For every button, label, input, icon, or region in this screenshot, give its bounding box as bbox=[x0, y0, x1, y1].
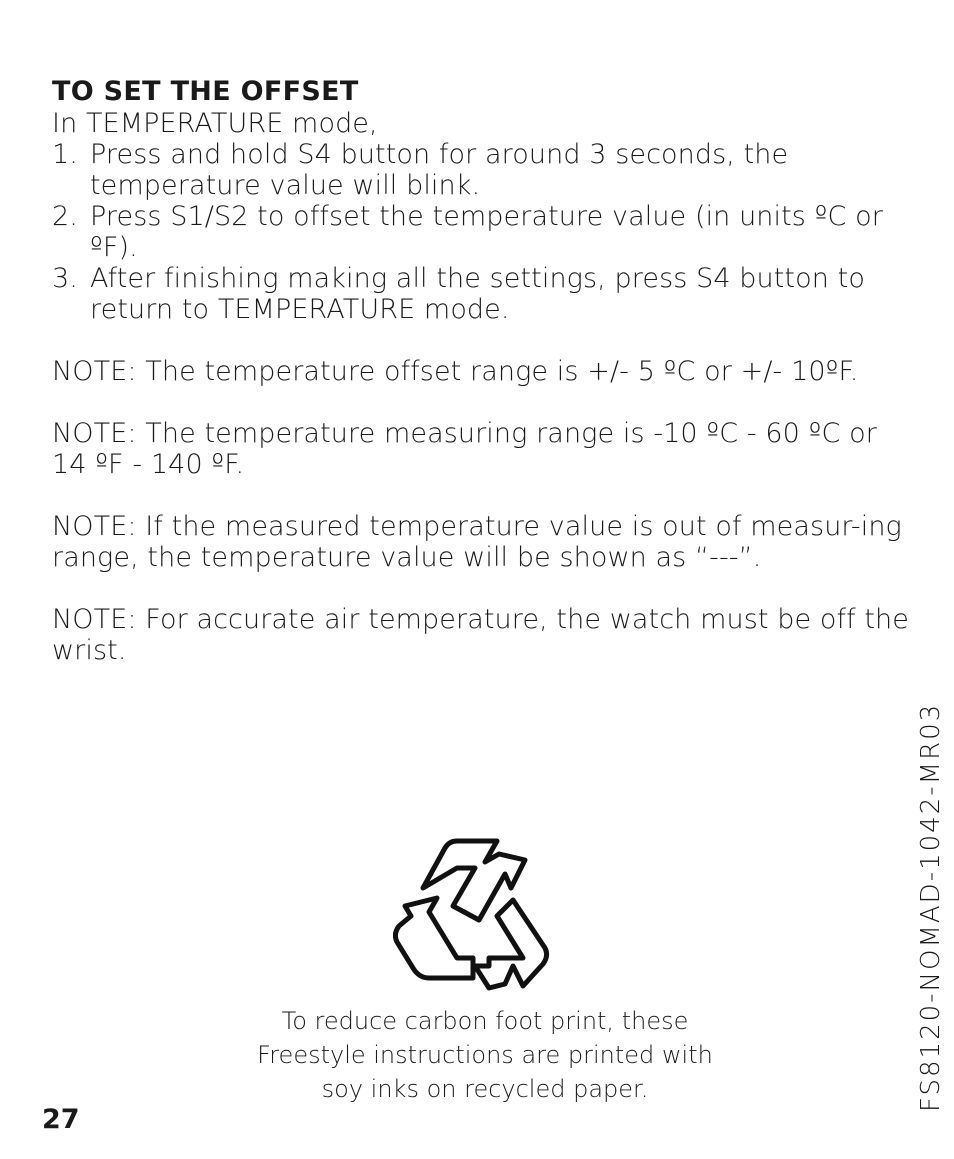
step-item bbox=[52, 263, 912, 325]
step-item bbox=[52, 201, 912, 263]
steps-list bbox=[52, 139, 912, 325]
caption-line: Freestyle instructions are printed with bbox=[257, 1041, 713, 1069]
note-offset-range: NOTE: The temperature offset range is +/- 5 ºC or +/- 10ºF. bbox=[52, 356, 859, 387]
step-number: 1. bbox=[52, 139, 78, 170]
step-text: After finishing making all the settings, press S4 button to return to TEMPERATURE mode. bbox=[90, 263, 865, 325]
note-off-wrist: NOTE: For accurate air temperature, the watch must be off the wrist. bbox=[52, 604, 909, 666]
caption-line: To reduce carbon foot print, these bbox=[281, 1007, 689, 1035]
note-out-of-range: NOTE: If the measured temperature value is out of measur-ing range, the temperature value will be shown as “---”. bbox=[52, 511, 902, 573]
caption-line: soy inks on recycled paper. bbox=[321, 1075, 649, 1103]
side-product-code: FS8120-NOMAD-1042-MR03 bbox=[916, 702, 946, 1112]
step-number: 3. bbox=[52, 263, 78, 294]
page-number: 27 bbox=[42, 1104, 80, 1135]
recycle-caption bbox=[200, 1004, 770, 1106]
step-number: 2. bbox=[52, 201, 78, 232]
step-text: Press S1/S2 to offset the temperature value (in units ºC or ºF). bbox=[90, 201, 883, 263]
page-content bbox=[52, 76, 912, 666]
note-measuring-range: NOTE: The temperature measuring range is -10 ºC - 60 ºC or 14 ºF - 140 ºF. bbox=[52, 418, 877, 480]
section-intro: In TEMPERATURE mode, bbox=[52, 108, 378, 139]
step-text: Press and hold S4 button for around 3 seconds, the temperature value will blink. bbox=[90, 139, 789, 201]
step-item bbox=[52, 139, 912, 201]
recycle-icon bbox=[393, 838, 551, 993]
section-heading: TO SET THE OFFSET bbox=[52, 76, 359, 107]
